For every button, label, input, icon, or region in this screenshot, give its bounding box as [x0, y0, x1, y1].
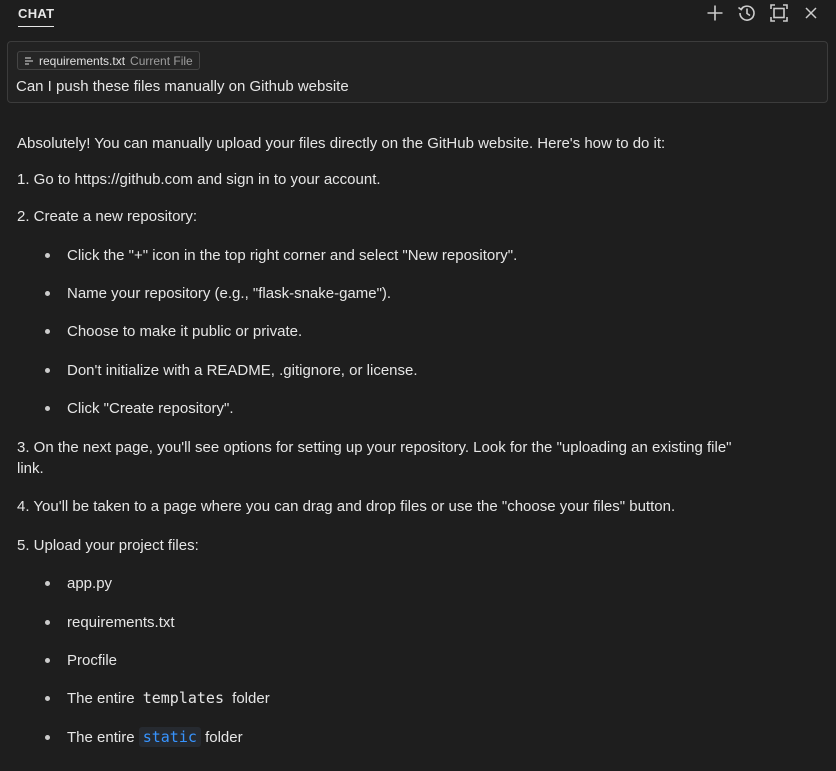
list-item [45, 398, 234, 419]
bullet-dot [45, 253, 50, 258]
list-item [45, 573, 112, 594]
bullet-dot [45, 658, 50, 663]
bullet-dot [45, 291, 50, 296]
file-chip-name: requirements.txt [39, 53, 126, 68]
chat-header [0, 0, 836, 34]
close-icon [804, 6, 818, 20]
close-button[interactable] [800, 2, 822, 24]
list-item [45, 245, 517, 266]
list-item-text: Choose to make it public or private. [67, 323, 303, 340]
current-file-chip[interactable] [17, 51, 200, 70]
file-lines-icon [24, 56, 34, 66]
bullet-dot [45, 735, 50, 740]
history-icon [737, 3, 757, 23]
new-chat-icon [706, 4, 724, 22]
static-prefix: The entire [67, 729, 135, 746]
new-chat-button[interactable] [704, 2, 726, 24]
templates-suffix: folder [232, 690, 270, 707]
maximize-button[interactable] [768, 2, 790, 24]
list-item-text: Procfile [67, 652, 118, 669]
step-2: 2. Create a new repository: [17, 208, 198, 225]
header-actions [704, 2, 822, 24]
list-item [45, 727, 243, 748]
list-item [45, 688, 270, 709]
bullet-dot [45, 620, 50, 625]
history-button[interactable] [736, 2, 758, 24]
list-item-text: Click "Create repository". [67, 400, 234, 417]
step-5: 5. Upload your project files: [17, 537, 199, 554]
list-item-text: Click the "+" icon in the top right corner and select "New repository". [67, 247, 518, 264]
step-3-line-1: 3. On the next page, you'll see options for setting up your repository. Look for the "uploading an existing file" [17, 439, 732, 456]
chat-input-box[interactable] [7, 41, 828, 103]
list-item [45, 321, 302, 342]
list-item-text: app.py [67, 575, 113, 592]
bullet-dot [45, 406, 50, 411]
step-4: 4. You'll be taken to a page where you can drag and drop files or use the "choose your files" button. [17, 498, 676, 515]
list-item-text [67, 727, 243, 748]
list-item [45, 360, 418, 381]
step-3-line-2: link. [17, 460, 44, 477]
bullet-dot [45, 696, 50, 701]
templates-prefix: The entire [67, 690, 135, 707]
list-item-text: Name your repository (e.g., "flask-snake-game"). [67, 285, 392, 302]
list-item-text: Don't initialize with a README, .gitignore, or license. [67, 362, 418, 379]
list-item [45, 283, 391, 304]
static-code: static [139, 727, 201, 747]
chat-title-tab[interactable]: CHAT [18, 6, 54, 27]
prompt-text: Can I push these files manually on Github website [16, 78, 349, 95]
list-item-text [67, 688, 270, 709]
static-suffix: folder [205, 729, 243, 746]
file-chip-desc: Current File [130, 53, 193, 68]
list-item-text: requirements.txt [67, 614, 175, 631]
maximize-icon [769, 3, 789, 23]
list-item [45, 650, 117, 671]
step-1: 1. Go to https://github.com and sign in to your account. [17, 171, 381, 188]
response-intro: Absolutely! You can manually upload your files directly on the GitHub website. Here's how to do it: [17, 135, 666, 152]
bullet-dot [45, 368, 50, 373]
bullet-dot [45, 581, 50, 586]
list-item [45, 612, 175, 633]
bullet-dot [45, 329, 50, 334]
templates-code: templates [139, 688, 228, 708]
